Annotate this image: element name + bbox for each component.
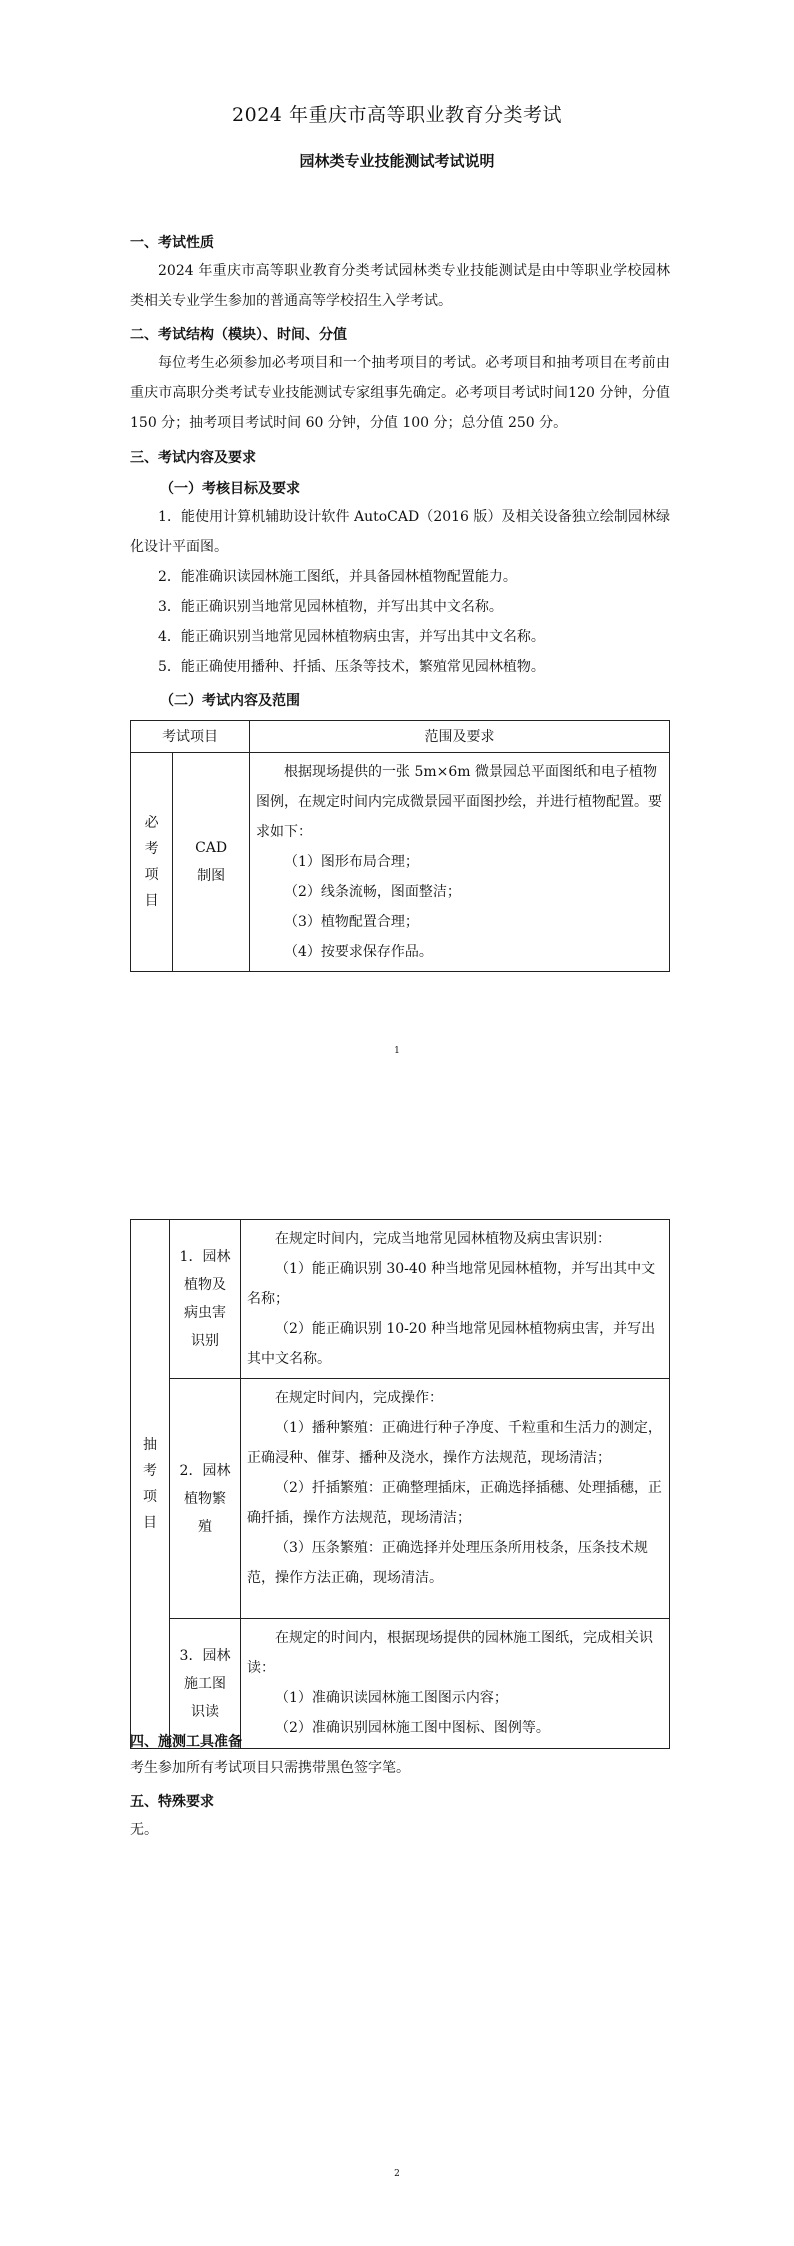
row-point: （2）能正确识别 10-20 种当地常见园林植物病虫害，并写出其中文名称。 [247, 1321, 656, 1367]
cad-requirements-cell [250, 753, 670, 972]
goal-item: 1．能使用计算机辅助设计软件 AutoCAD（2016 版）及相关设备独立绘制园林绿化设计平面图。 [130, 509, 670, 555]
row-intro: 在规定时间内，完成当地常见园林植物及病虫害识别： [275, 1231, 611, 1247]
section-5-heading: 五、特殊要求 [130, 1794, 214, 1810]
section-2-heading: 二、考试结构（模块）、时间、分值 [130, 327, 347, 343]
row-point: （2）准确识别园林施工图中图标、图例等。 [275, 1720, 550, 1736]
category-required: 必 考 项 目 [131, 753, 173, 972]
cad-req: （2）线条流畅，图面整洁； [284, 884, 461, 900]
section-2-text: 每位考生必须参加必考项目和一个抽考项目的考试。必考项目和抽考项目在考前由重庆市高职分类考试专业技能测试专家组事先确定。必考项目考试时间120 分钟，分值 150 分；抽考项目考试时间 60 分钟，分值 100 分；总分值 250 分。 [130, 355, 670, 431]
document-subtitle: 园林类专业技能测试考试说明 [299, 152, 495, 170]
cad-req: （3）植物配置合理； [284, 914, 419, 930]
row-point: （1）播种繁殖：正确进行种子净度、千粒重和生活力的测定，正确浸种、催芽、播种及浇水，操作方法规范，现场清洁； [247, 1420, 662, 1466]
section-1-text: 2024 年重庆市高等职业教育分类考试园林类专业技能测试是由中等职业学校园林类相关专业学生参加的普通高等学校招生入学考试。 [130, 263, 670, 309]
document-title: 2024 年重庆市高等职业教育分类考试 [232, 104, 562, 126]
row-point: （1）准确识读园林施工图图示内容； [275, 1690, 508, 1706]
section-3-sub2-heading: （二）考试内容及范围 [160, 693, 300, 709]
row-point: （2）扦插繁殖：正确整理插床，正确选择插穗、处理插穗，正确扦插，操作方法规范，现场清洁； [247, 1480, 662, 1526]
item-drawing-reading: 3．园林 施工图 识读 [170, 1619, 241, 1749]
goal-item: 3．能正确识别当地常见园林植物，并写出其中文名称。 [158, 599, 503, 615]
section-5-text: 无。 [130, 1822, 158, 1838]
table-header-scope: 范围及要求 [250, 721, 670, 753]
section-3-heading: 三、考试内容及要求 [130, 450, 256, 466]
section-4-text: 考生参加所有考试项目只需携带黑色签字笔。 [130, 1760, 410, 1776]
page-number: 1 [394, 1046, 400, 1056]
cad-req: （1）图形布局合理； [284, 854, 419, 870]
goal-item: 5．能正确使用播种、扦插、压条等技术，繁殖常见园林植物。 [158, 659, 545, 675]
category-optional: 抽 考 项 目 [131, 1220, 170, 1749]
cad-intro: 根据现场提供的一张 5m×6m 微景园总平面图纸和电子植物图例，在规定时间内完成微景园平面图抄绘，并进行植物配置。要求如下： [256, 764, 662, 840]
row-intro: 在规定的时间内，根据现场提供的园林施工图纸，完成相关识读： [247, 1630, 653, 1676]
goal-item: 2．能准确识读园林施工图纸，并具备园林植物配置能力。 [158, 569, 517, 585]
table-header-item: 考试项目 [131, 721, 250, 753]
row-intro: 在规定时间内，完成操作： [275, 1390, 443, 1406]
section-3-sub1-heading: （一）考核目标及要求 [160, 481, 300, 497]
item-plant-identification: 1．园林 植物及 病虫害 识别 [170, 1220, 241, 1379]
plant-propagation-cell [241, 1379, 670, 1619]
page-number: 2 [394, 2169, 400, 2179]
goal-item: 4．能正确识别当地常见园林植物病虫害，并写出其中文名称。 [158, 629, 545, 645]
row-point: （3）压条繁殖：正确选择并处理压条所用枝条，压条技术规范，操作方法正确，现场清洁。 [247, 1540, 648, 1586]
row-point: （1）能正确识别 30-40 种当地常见园林植物，并写出其中文名称； [247, 1261, 656, 1307]
section-4-heading: 四、施测工具准备 [130, 1734, 242, 1750]
drawing-reading-cell [241, 1619, 670, 1749]
section-1-heading: 一、考试性质 [130, 235, 214, 251]
page-2 [0, 1123, 794, 2246]
exam-content-table-part2 [130, 1219, 670, 1749]
item-plant-propagation: 2．园林 植物繁 殖 [170, 1379, 241, 1619]
cad-req: （4）按要求保存作品。 [284, 944, 433, 960]
item-cad: CAD 制图 [173, 753, 250, 972]
exam-content-table-part1 [130, 720, 670, 972]
plant-identification-cell [241, 1220, 670, 1379]
